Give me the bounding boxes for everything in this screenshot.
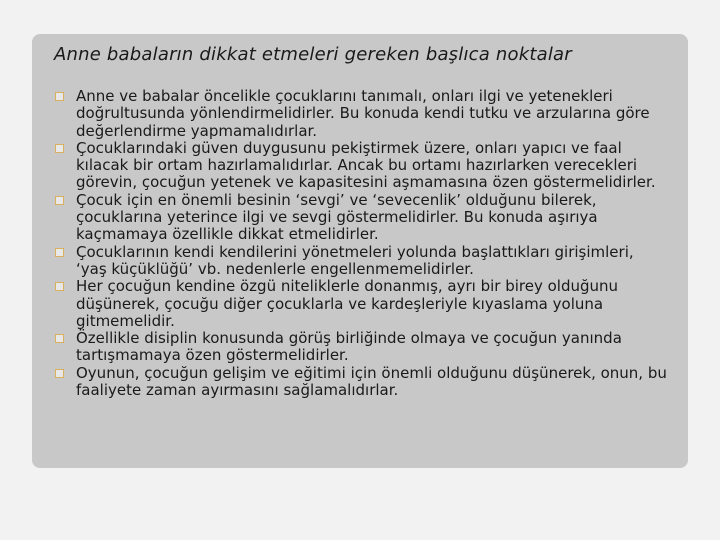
list-item — [54, 192, 669, 244]
square-bullet-icon — [55, 334, 64, 343]
square-bullet-icon — [55, 196, 64, 205]
list-item — [54, 88, 669, 140]
bullet-text: Çocuklarının kendi kendilerini yönetmeleri yolunda başlattıkları girişimleri, ‘yaş küçüklüğü’ vb. nedenlerle engellenmemelidirler. — [76, 242, 634, 278]
square-bullet-icon — [55, 248, 64, 257]
bullet-text: Çocuk için en önemli besinin ‘sevgi’ ve ‘sevecenlik’ olduğunu bilerek, çocuklarına yeterince ilgi ve sevgi göstermelidirler. Bu konuda aşırıya kaçmamaya özellikle dikkat etmelidirler. — [76, 190, 598, 244]
square-bullet-icon — [55, 282, 64, 291]
bullet-text: Anne ve babalar öncelikle çocuklarını tanımalı, onları ilgi ve yetenekleri doğrultusunda yönlendirmelidirler. Bu konuda kendi tutku ve arzularına göre değerlendirme yapmamalıdırlar. — [76, 87, 650, 140]
list-item — [54, 140, 669, 192]
bullet-list — [54, 88, 669, 399]
bullet-text: Her çocuğun kendine özgü niteliklerle donanmış, ayrı bir birey olduğunu düşünerek, çocuğu diğer çocuklarla ve kardeşleriyle kıyaslama yoluna gitmemelidir. — [76, 277, 619, 330]
list-item — [54, 244, 669, 279]
list-item — [54, 365, 669, 400]
bullet-text: Özellikle disiplin konusunda görüş birliğinde olmaya ve çocuğun yanında tartışmamaya özen göstermelidirler. — [76, 329, 622, 365]
square-bullet-icon — [55, 369, 64, 378]
square-bullet-icon — [55, 92, 64, 101]
slide-title: Anne babaların dikkat etmeleri gereken başlıca noktalar — [54, 44, 572, 65]
square-bullet-icon — [55, 144, 64, 153]
bullet-text: Oyunun, çocuğun gelişim ve eğitimi için önemli olduğunu düşünerek, onun, bu faaliyete zaman ayırmasını sağlamalıdırlar. — [76, 363, 667, 400]
list-item — [54, 330, 669, 365]
bullet-text: Çocuklarındaki güven duygusunu pekiştirmek üzere, onları yapıcı ve faal kılacak bir ortam hazırlamalıdırlar. Ancak bu ortamı hazırlarken verecekleri görevin, çocuğun yetenek ve kapasitesini aşmamasına özen göstermelidirler. — [76, 138, 656, 192]
list-item — [54, 278, 669, 330]
